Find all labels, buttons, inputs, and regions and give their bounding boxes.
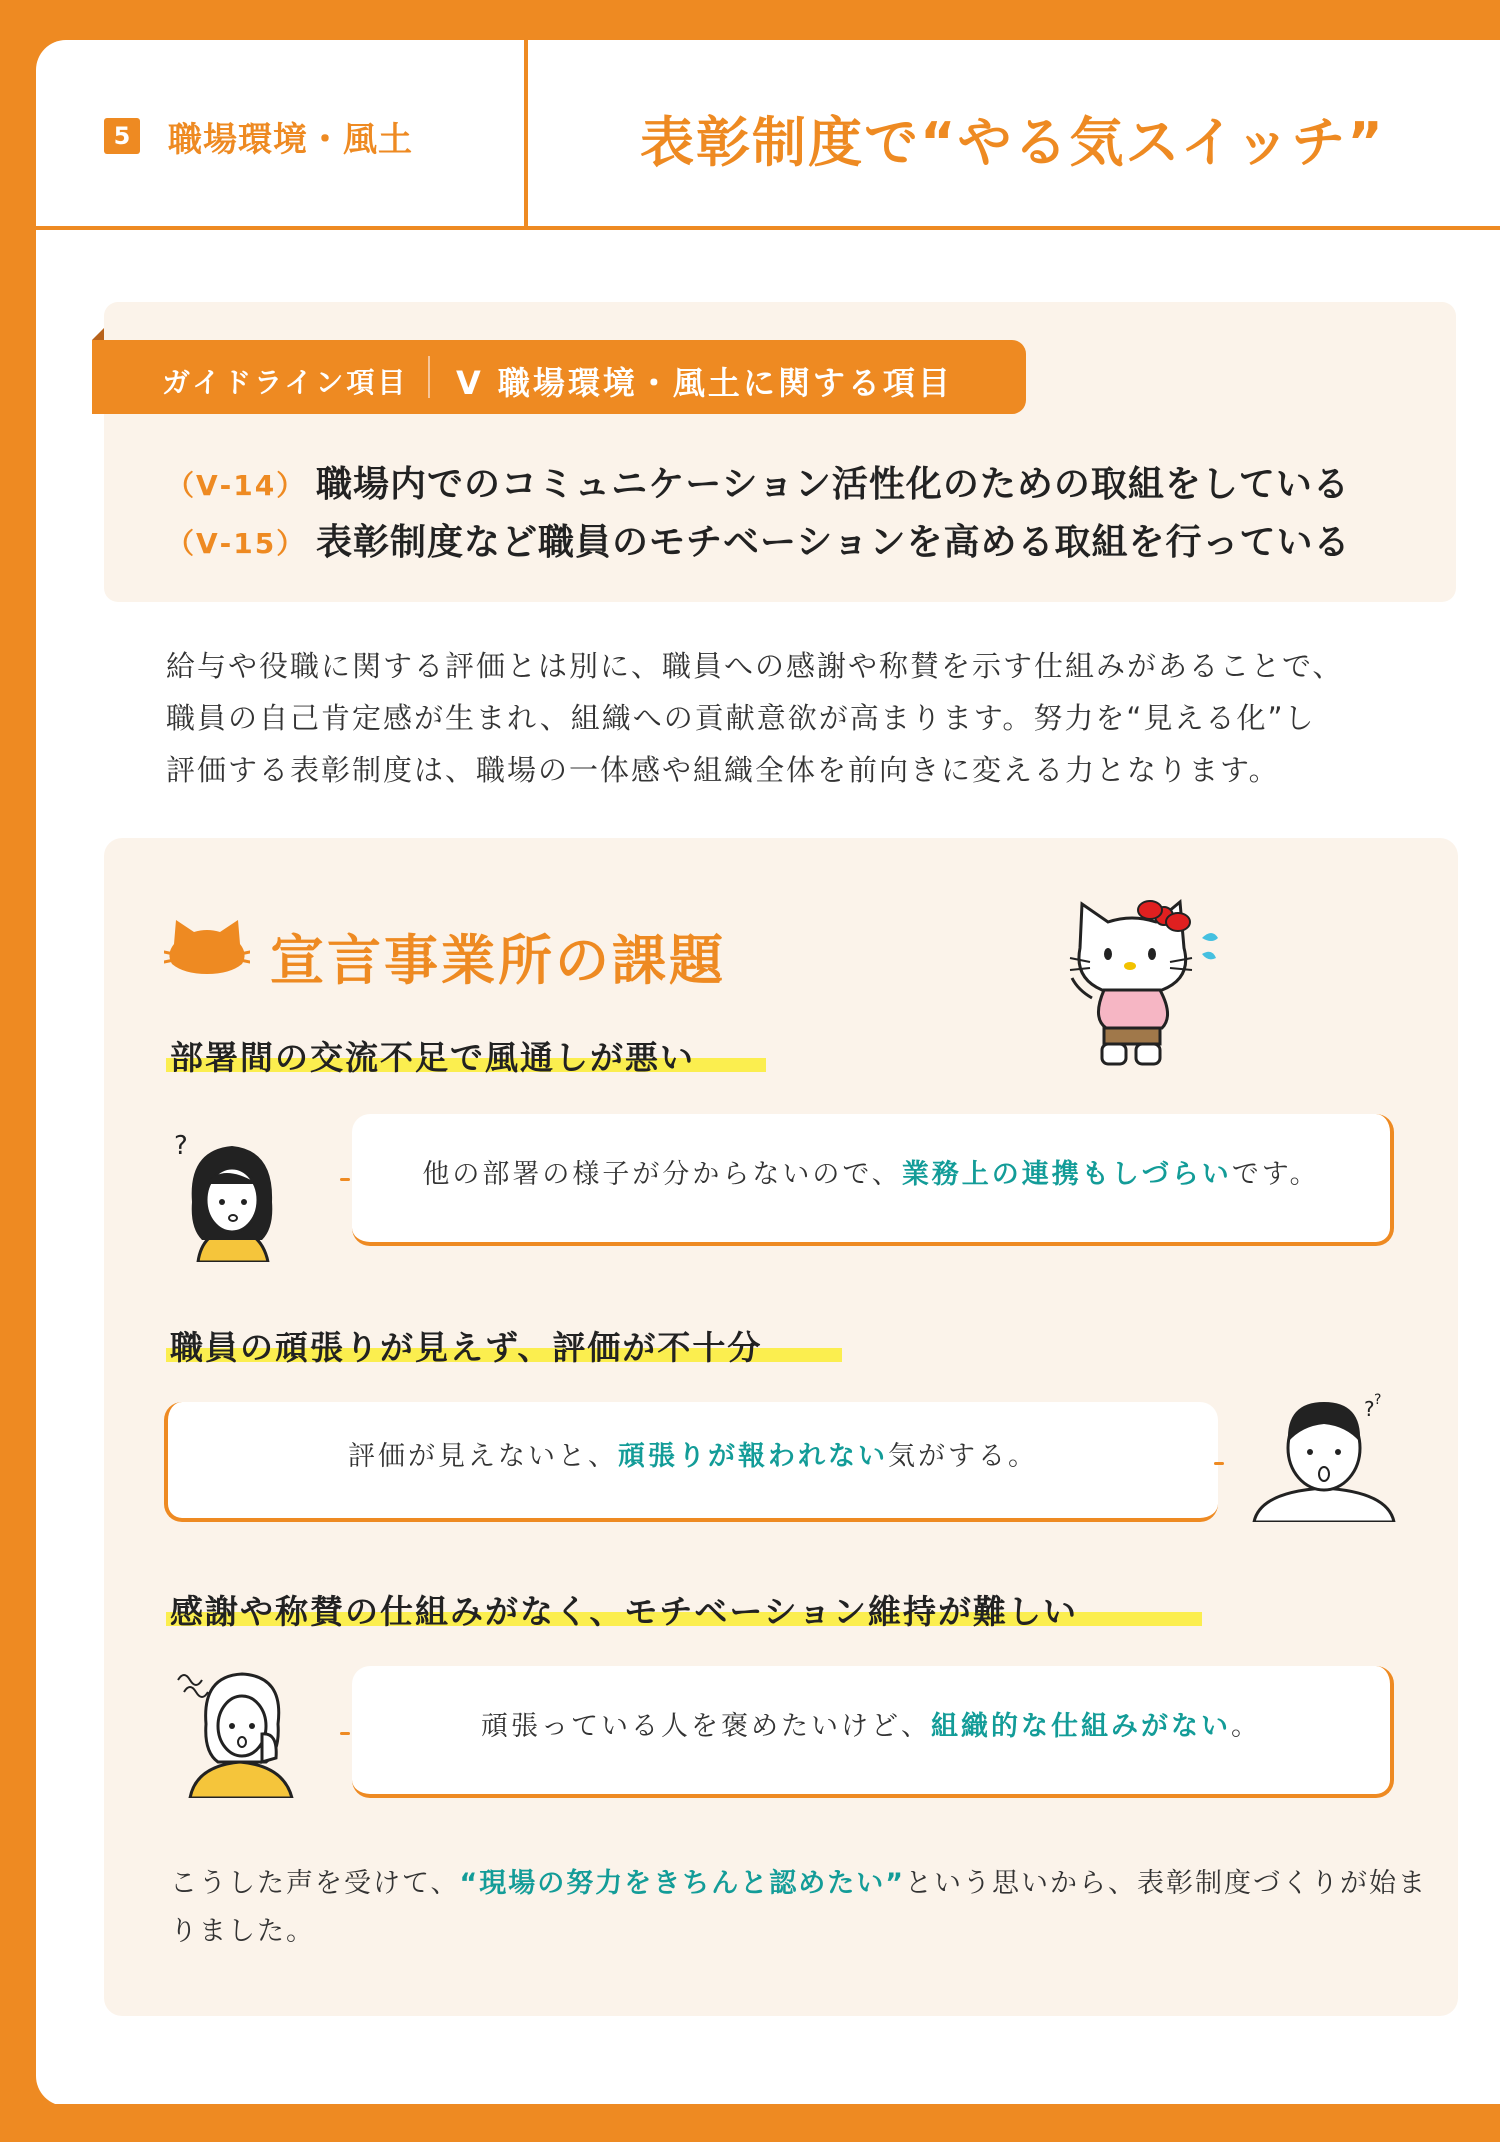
guideline-label: ガイドライン項目 xyxy=(162,366,409,399)
page-title: 表彰制度で“やる気スイッチ” xyxy=(640,111,1385,174)
conclusion-highlight: “現場の努力をきちんと認めたい” xyxy=(459,1868,905,1899)
cat-character-illustration xyxy=(1052,878,1242,1068)
speech-tail xyxy=(340,1732,350,1735)
svg-text:?: ? xyxy=(1364,1397,1375,1421)
quote-highlight: 頑張りが報われない xyxy=(618,1441,888,1472)
guideline-item-text: 職場内でのコミュニケーション活性化のための取組をしている xyxy=(316,464,1350,505)
issue-title: 部署間の交流不足で風通しが悪い xyxy=(170,1038,695,1077)
conclusion-line xyxy=(170,1860,1427,1908)
section-title: 職場環境・風土 xyxy=(168,120,413,160)
intro-line: 職員の自己肯定感が生まれ、組織への貢献意欲が高まります。努力を“見える化”し xyxy=(166,701,1316,735)
intro-paragraph xyxy=(166,640,1456,796)
guideline-item-code: （Ⅴ-15） xyxy=(166,527,307,560)
woman-confused-illustration xyxy=(162,1132,302,1262)
header-rule xyxy=(36,226,1500,230)
quote-text: 気がする。 xyxy=(888,1441,1038,1472)
speech-tail xyxy=(340,1178,350,1181)
bottom-bar xyxy=(0,2104,1500,2142)
guideline-tab-fold xyxy=(92,328,104,340)
intro-line: 給与や役職に関する評価とは別に、職員への感謝や称賛を示す仕組みがあることで、 xyxy=(166,649,1344,683)
guideline-separator xyxy=(428,356,430,398)
speech-bubble xyxy=(352,1666,1394,1798)
intro-line: 評価する表彰制度は、職場の一体感や組織全体を前向きに変える力となります。 xyxy=(166,753,1280,787)
quote-text: 他の部署の様子が分からないので、 xyxy=(422,1159,902,1190)
svg-text:?: ? xyxy=(174,1132,188,1161)
conclusion-paragraph xyxy=(170,1860,1427,1956)
speech-bubble xyxy=(164,1402,1218,1522)
guideline-item-code: （Ⅴ-14） xyxy=(166,469,307,502)
quote-text: 評価が見えないと、 xyxy=(348,1441,618,1472)
quote-text: です。 xyxy=(1231,1159,1320,1190)
quote-text: 。 xyxy=(1231,1711,1261,1742)
man-surprised-illustration xyxy=(1250,1386,1400,1522)
quote-highlight: 組織的な仕組みがない xyxy=(931,1711,1231,1742)
issue-title: 感謝や称賛の仕組みがなく、モチベーション維持が難しい xyxy=(170,1592,1079,1631)
svg-text:?: ? xyxy=(1374,1392,1382,1408)
guideline-section: Ⅴ 職場環境・風土に関する項目 xyxy=(456,364,953,402)
conclusion-text: という思いから、表彰制度づくりが始ま xyxy=(904,1868,1427,1899)
page-number: P38 xyxy=(40,2044,87,2069)
speech-bubble xyxy=(352,1114,1394,1246)
quote-highlight: 業務上の連携もしづらい xyxy=(901,1159,1232,1190)
cat-head-icon xyxy=(164,914,250,974)
speech-tail xyxy=(1214,1462,1224,1465)
woman-worried-illustration xyxy=(170,1658,310,1798)
issues-heading: 宣言事業所の課題 xyxy=(270,929,726,992)
header-divider xyxy=(524,40,528,228)
quote-text: 頑張っている人を褒めたいけど、 xyxy=(481,1711,931,1742)
section-number-badge: 5 xyxy=(104,118,140,154)
guideline-item-text: 表彰制度など職員のモチベーションを高める取組を行っている xyxy=(316,522,1351,563)
issue-title: 職員の頑張りが見えず、評価が不十分 xyxy=(170,1328,763,1367)
conclusion-line: りました。 xyxy=(170,1916,315,1947)
conclusion-text: こうした声を受けて、 xyxy=(170,1868,460,1899)
